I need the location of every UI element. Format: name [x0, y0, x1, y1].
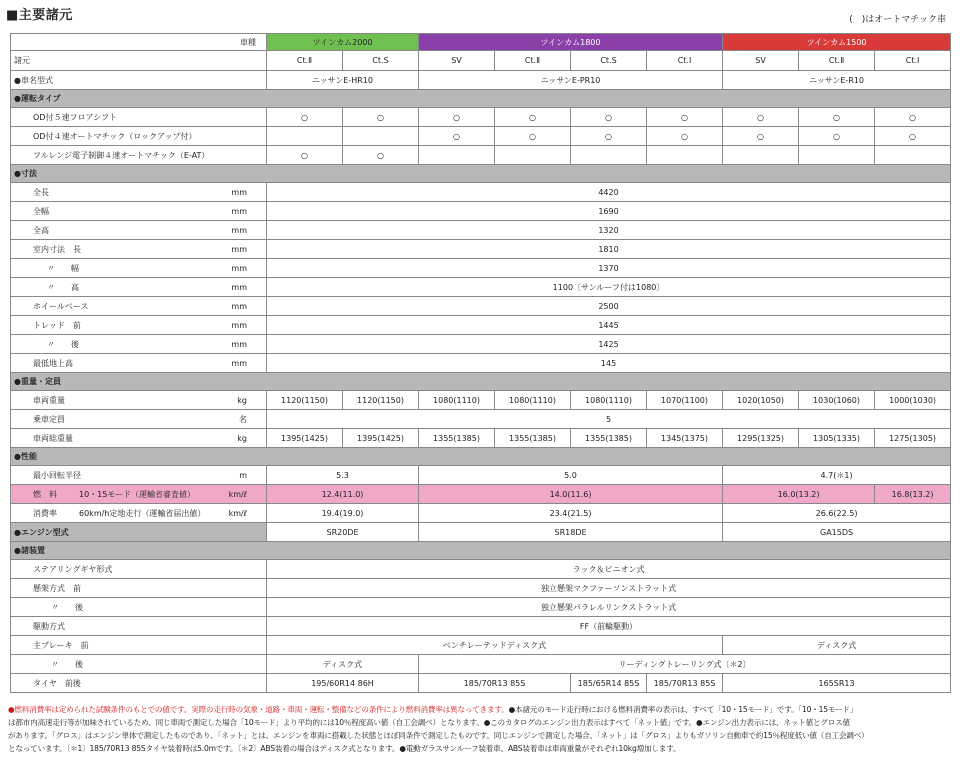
engine-1500: GA15DS: [723, 523, 951, 542]
dim-value: 1445: [267, 316, 951, 335]
mark-cell: ○: [495, 108, 571, 127]
header-groups-row: [11, 34, 951, 51]
weight-cell: 1070(1100): [647, 391, 723, 410]
footnote-line2: は都市内高速走行等が加味されているため、同じ車両で測定した場合「10モード」より平均的には10％程度高い値（自工会調べ）となります。●このカタログのエンジン出力表示はすべて「ネット値」です。●エンジン出力表示には、ネット値とグロス値: [8, 718, 850, 727]
turn-1500: 4.7(＊1): [723, 466, 951, 485]
footnote-line4: となっています。〔＊1〕185/70R13 85Sタイヤ装着時は5.0mです。〔＊2〕ABS装着の場合はディスク式となります。●電動ガラスサンルーフ装着車、ABS装着車は車両重量がそれぞれ10kg増加します。: [8, 744, 681, 753]
fuel-mode-1500-a: 16.0(13.2): [723, 485, 875, 504]
steering-row: [11, 560, 951, 579]
drive-label: OD付５速フロアシフト: [11, 108, 267, 127]
fuel-mode-1800: 14.0(11.6): [419, 485, 723, 504]
weight-cell: 1295(1325): [723, 429, 799, 448]
dim-value: 1320: [267, 221, 951, 240]
dim-label: 最低地上高 mm: [11, 354, 267, 373]
susp-rear-value: 独立懸架パラレルリンクストラット式: [267, 598, 951, 617]
dim-label: 〃 後 mm: [11, 335, 267, 354]
dim-value: 1100〔サンルーフ付は1080〕: [267, 278, 951, 297]
tire-2000: 195/60R14 86H: [267, 674, 419, 693]
mark-cell: ○: [343, 108, 419, 127]
weight-cell: 1080(1110): [419, 391, 495, 410]
mark-cell: [267, 127, 343, 146]
dim-value: 2500: [267, 297, 951, 316]
steering-value: ラック＆ピニオン式: [267, 560, 951, 579]
engine-2000: SR20DE: [267, 523, 419, 542]
grade-cell: Ct.Ⅱ: [799, 51, 875, 71]
capacity-value: 5: [267, 410, 951, 429]
fuel-const-label: 消費率 60km/h定地走行（運輸省届出値） km/ℓ: [11, 504, 267, 523]
susp-rear-label: 〃 後: [11, 598, 267, 617]
fuel-mode-row: [11, 485, 951, 504]
grade-cell: Ct.S: [343, 51, 419, 71]
turn-2000: 5.3: [267, 466, 419, 485]
group-twincam-2000: ツインカム2000: [267, 34, 419, 51]
dim-label: トレッド 前 mm: [11, 316, 267, 335]
weight-cell: 1355(1385): [419, 429, 495, 448]
vehicle-weight-label: 車両重量 kg: [11, 391, 267, 410]
susp-front-row: [11, 579, 951, 598]
dim-row: [11, 335, 951, 354]
mark-cell: ○: [571, 108, 647, 127]
dim-row: [11, 221, 951, 240]
susp-front-value: 独立懸架マクファーソンストラット式: [267, 579, 951, 598]
weight-cell: 1275(1305): [875, 429, 951, 448]
mark-cell: [875, 146, 951, 165]
mark-cell: [343, 127, 419, 146]
mark-cell: ○: [419, 127, 495, 146]
section-dimensions: ●寸法: [11, 165, 951, 183]
tire-1500: 165SR13: [723, 674, 951, 693]
dim-label: ホイールベース mm: [11, 297, 267, 316]
mark-cell: ○: [723, 127, 799, 146]
fuel-mode-label: 燃 料 10・15モード（運輸省審査値） km/ℓ: [11, 485, 267, 504]
model-label: ●車名型式: [11, 71, 267, 90]
weight-cell: 1395(1425): [267, 429, 343, 448]
fuel-mode-1500-b: 16.8(13.2): [875, 485, 951, 504]
engine-1800: SR18DE: [419, 523, 723, 542]
drive-label: OD付４速オートマチック（ロックアップ付）: [11, 127, 267, 146]
fuel-const-1800: 23.4(21.5): [419, 504, 723, 523]
dim-row: [11, 297, 951, 316]
mark-cell: [723, 146, 799, 165]
weight-cell: 1030(1060): [799, 391, 875, 410]
weight-cell: 1305(1335): [799, 429, 875, 448]
drive-row: [11, 108, 951, 127]
tire-1800-b: 185/65R14 85S: [571, 674, 647, 693]
tire-label: タイヤ 前後: [11, 674, 267, 693]
weight-cell: 1080(1110): [495, 391, 571, 410]
weight-cell: 1020(1050): [723, 391, 799, 410]
capacity-row: [11, 410, 951, 429]
weight-cell: 1355(1385): [571, 429, 647, 448]
grade-cell: SV: [419, 51, 495, 71]
brake-rear-row: [11, 655, 951, 674]
brake-front-2000-1800: ベンチレーテッドディスク式: [267, 636, 723, 655]
dim-row: [11, 259, 951, 278]
weight-cell: 1395(1425): [343, 429, 419, 448]
dim-row: [11, 183, 951, 202]
at-note: ( )はオートマチック車: [849, 15, 946, 25]
brake-rear-label: 〃 後: [11, 655, 267, 674]
engine-row: [11, 523, 951, 542]
dim-value: 145: [267, 354, 951, 373]
steering-label: ステアリングギヤ形式: [11, 560, 267, 579]
susp-rear-row: [11, 598, 951, 617]
group-twincam-1500: ツインカム1500: [723, 34, 951, 51]
model-2000: ニッサンE-HR10: [267, 71, 419, 90]
brake-front-label: 主ブレーキ 前: [11, 636, 267, 655]
grade-cell: Ct.Ⅰ: [647, 51, 723, 71]
dim-label: 全幅 mm: [11, 202, 267, 221]
weight-cell: 1120(1150): [343, 391, 419, 410]
drive-type-label: 駆動方式: [11, 617, 267, 636]
drive-row: [11, 146, 951, 165]
turn-radius-row: [11, 466, 951, 485]
dim-value: 1370: [267, 259, 951, 278]
mark-cell: [495, 146, 571, 165]
header-specs: 諸元: [11, 51, 267, 71]
weight-cell: 1000(1030): [875, 391, 951, 410]
fuel-mode-2000: 12.4(11.0): [267, 485, 419, 504]
section-chassis: ●諸装置: [11, 542, 951, 560]
dim-row: [11, 316, 951, 335]
model-row: [11, 71, 951, 90]
engine-label: ●エンジン型式: [11, 523, 267, 542]
mark-cell: [571, 146, 647, 165]
gross-weight-row: [11, 429, 951, 448]
mark-cell: ○: [267, 108, 343, 127]
weight-cell: 1345(1375): [647, 429, 723, 448]
fuel-const-row: [11, 504, 951, 523]
mark-cell: [419, 146, 495, 165]
dim-label: 全長 mm: [11, 183, 267, 202]
weight-cell: 1355(1385): [495, 429, 571, 448]
grade-cell: Ct.S: [571, 51, 647, 71]
brake-front-1500: ディスク式: [723, 636, 951, 655]
dim-value: 1425: [267, 335, 951, 354]
mark-cell: ○: [495, 127, 571, 146]
header-car-type: 車種: [11, 34, 267, 51]
dim-row: [11, 278, 951, 297]
capacity-label: 乗車定員 名: [11, 410, 267, 429]
mark-cell: ○: [875, 127, 951, 146]
brake-front-row: [11, 636, 951, 655]
mark-cell: [799, 146, 875, 165]
drive-label: フルレンジ電子制御４速オートマチック（E-AT）: [11, 146, 267, 165]
dim-label: 全高 mm: [11, 221, 267, 240]
mark-cell: ○: [647, 108, 723, 127]
footnote-line3: があります。「グロス」はエンジン単体で測定したものであり、「ネット」とは、エンジンを車両に搭載した状態とほぼ同条件で測定したものです。同じエンジンで測定した場合、「ネット」は「グロス」よりもガソリン自動車で約15％程度低い値（自工会調べ）: [8, 731, 869, 740]
brake-rear-2000: ディスク式: [267, 655, 419, 674]
vehicle-weight-row: [11, 391, 951, 410]
page-title: ■主要諸元: [6, 8, 73, 23]
group-twincam-1800: ツインカム1800: [419, 34, 723, 51]
tire-row: [11, 674, 951, 693]
spec-table: [10, 33, 951, 693]
mark-cell: ○: [343, 146, 419, 165]
mark-cell: ○: [419, 108, 495, 127]
mark-cell: ○: [723, 108, 799, 127]
tire-1800-a: 185/70R13 85S: [419, 674, 571, 693]
brake-rear-1800-1500: リーディングトレーリング式〔＊2〕: [419, 655, 951, 674]
weight-cell: 1080(1110): [571, 391, 647, 410]
section-drive-type: ●運転タイプ: [11, 90, 951, 108]
dim-label: 〃 幅 mm: [11, 259, 267, 278]
dim-label: 〃 高 mm: [11, 278, 267, 297]
footnote-line1: ●本諸元のモード走行時における燃料消費率の表示は、すべて「10・15モード」です。「10・15モード」: [508, 705, 858, 714]
turn-radius-label: 最小回転半径 m: [11, 466, 267, 485]
section-performance: ●性能: [11, 448, 951, 466]
fuel-const-1500: 26.6(22.5): [723, 504, 951, 523]
dim-value: 4420: [267, 183, 951, 202]
dim-row: [11, 354, 951, 373]
dim-row: [11, 202, 951, 221]
dim-value: 1810: [267, 240, 951, 259]
weight-cell: 1120(1150): [267, 391, 343, 410]
mark-cell: ○: [875, 108, 951, 127]
mark-cell: ○: [267, 146, 343, 165]
dim-row: [11, 240, 951, 259]
drive-type-value: FF（前輪駆動）: [267, 617, 951, 636]
section-weight: ●重量・定員: [11, 373, 951, 391]
mark-cell: ○: [647, 127, 723, 146]
grade-cell: Ct.Ⅰ: [875, 51, 951, 71]
grade-cell: SV: [723, 51, 799, 71]
model-1800: ニッサンE-PR10: [419, 71, 723, 90]
dim-value: 1690: [267, 202, 951, 221]
drive-type-row: [11, 617, 951, 636]
mark-cell: [647, 146, 723, 165]
header-grades-row: [11, 51, 951, 71]
turn-1800: 5.0: [419, 466, 723, 485]
grade-cell: Ct.Ⅱ: [267, 51, 343, 71]
mark-cell: ○: [571, 127, 647, 146]
gross-weight-label: 車両総重量 kg: [11, 429, 267, 448]
mark-cell: ○: [799, 127, 875, 146]
dim-label: 室内寸法 長 mm: [11, 240, 267, 259]
footnote-red: ●燃料消費率は定められた試験条件のもとでの値です。実際の走行時の気象・道路・車両・運転・整備などの条件により燃料消費率は異なってきます。: [8, 705, 509, 714]
susp-front-label: 懸架方式 前: [11, 579, 267, 598]
model-1500: ニッサンE-R10: [723, 71, 951, 90]
grade-cell: Ct.Ⅱ: [495, 51, 571, 71]
mark-cell: ○: [799, 108, 875, 127]
footnote: [8, 703, 954, 755]
fuel-const-2000: 19.4(19.0): [267, 504, 419, 523]
drive-row: [11, 127, 951, 146]
tire-1800-c: 185/70R13 85S: [647, 674, 723, 693]
